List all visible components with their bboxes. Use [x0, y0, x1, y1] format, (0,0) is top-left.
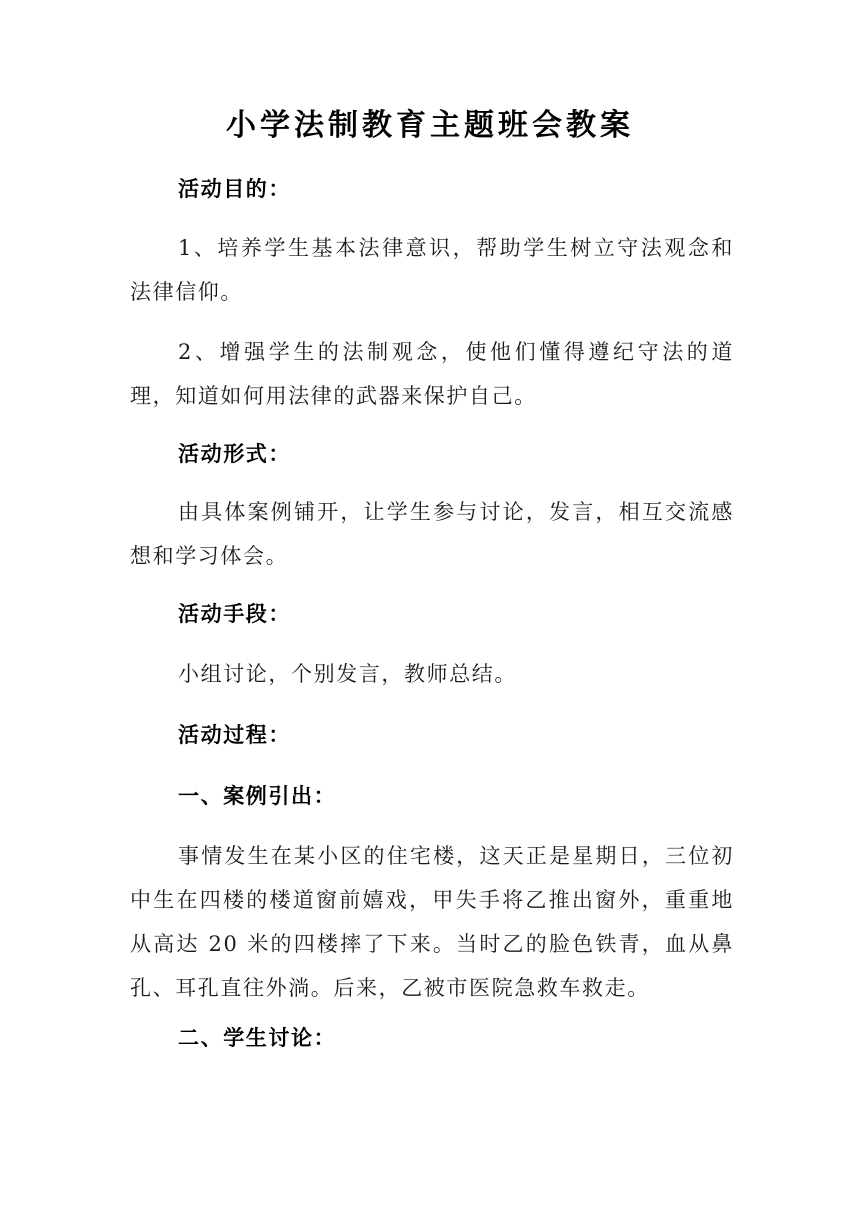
- paragraph-case: 事情发生在某小区的住宅楼，这天正是星期日，三位初中生在四楼的楼道窗前嬉戏，甲失手将乙推出窗外，重重地从高达 20 米的四楼摔了下来。当时乙的脸色铁青，血从鼻孔、耳孔直往外淌。后来，乙被市医院急救车救走。: [130, 844, 734, 1000]
- section-heading-process: 活动过程：: [178, 722, 291, 747]
- paragraph-purpose-2: 2、增强学生的法制观念，使他们懂得遵纪守法的道理，知道如何用法律的武器来保护自己。: [130, 340, 734, 408]
- section-heading-discussion: 二、学生讨论：: [178, 1025, 337, 1050]
- paragraph-format: 由具体案例铺开，让学生参与讨论，发言，相互交流感想和学习体会。: [130, 500, 734, 568]
- section-heading-format: 活动形式：: [178, 441, 291, 466]
- section-heading-purpose: 活动目的：: [178, 176, 291, 201]
- section-heading-means: 活动手段：: [178, 601, 291, 626]
- paragraph-purpose-1: 1、培养学生基本法律意识，帮助学生树立守法观念和法律信仰。: [130, 236, 734, 304]
- paragraph-means: 小组讨论，个别发言，教师总结。: [178, 662, 517, 686]
- document-title: 小学法制教育主题班会教案: [226, 108, 634, 143]
- section-heading-case: 一、案例引出：: [178, 783, 337, 808]
